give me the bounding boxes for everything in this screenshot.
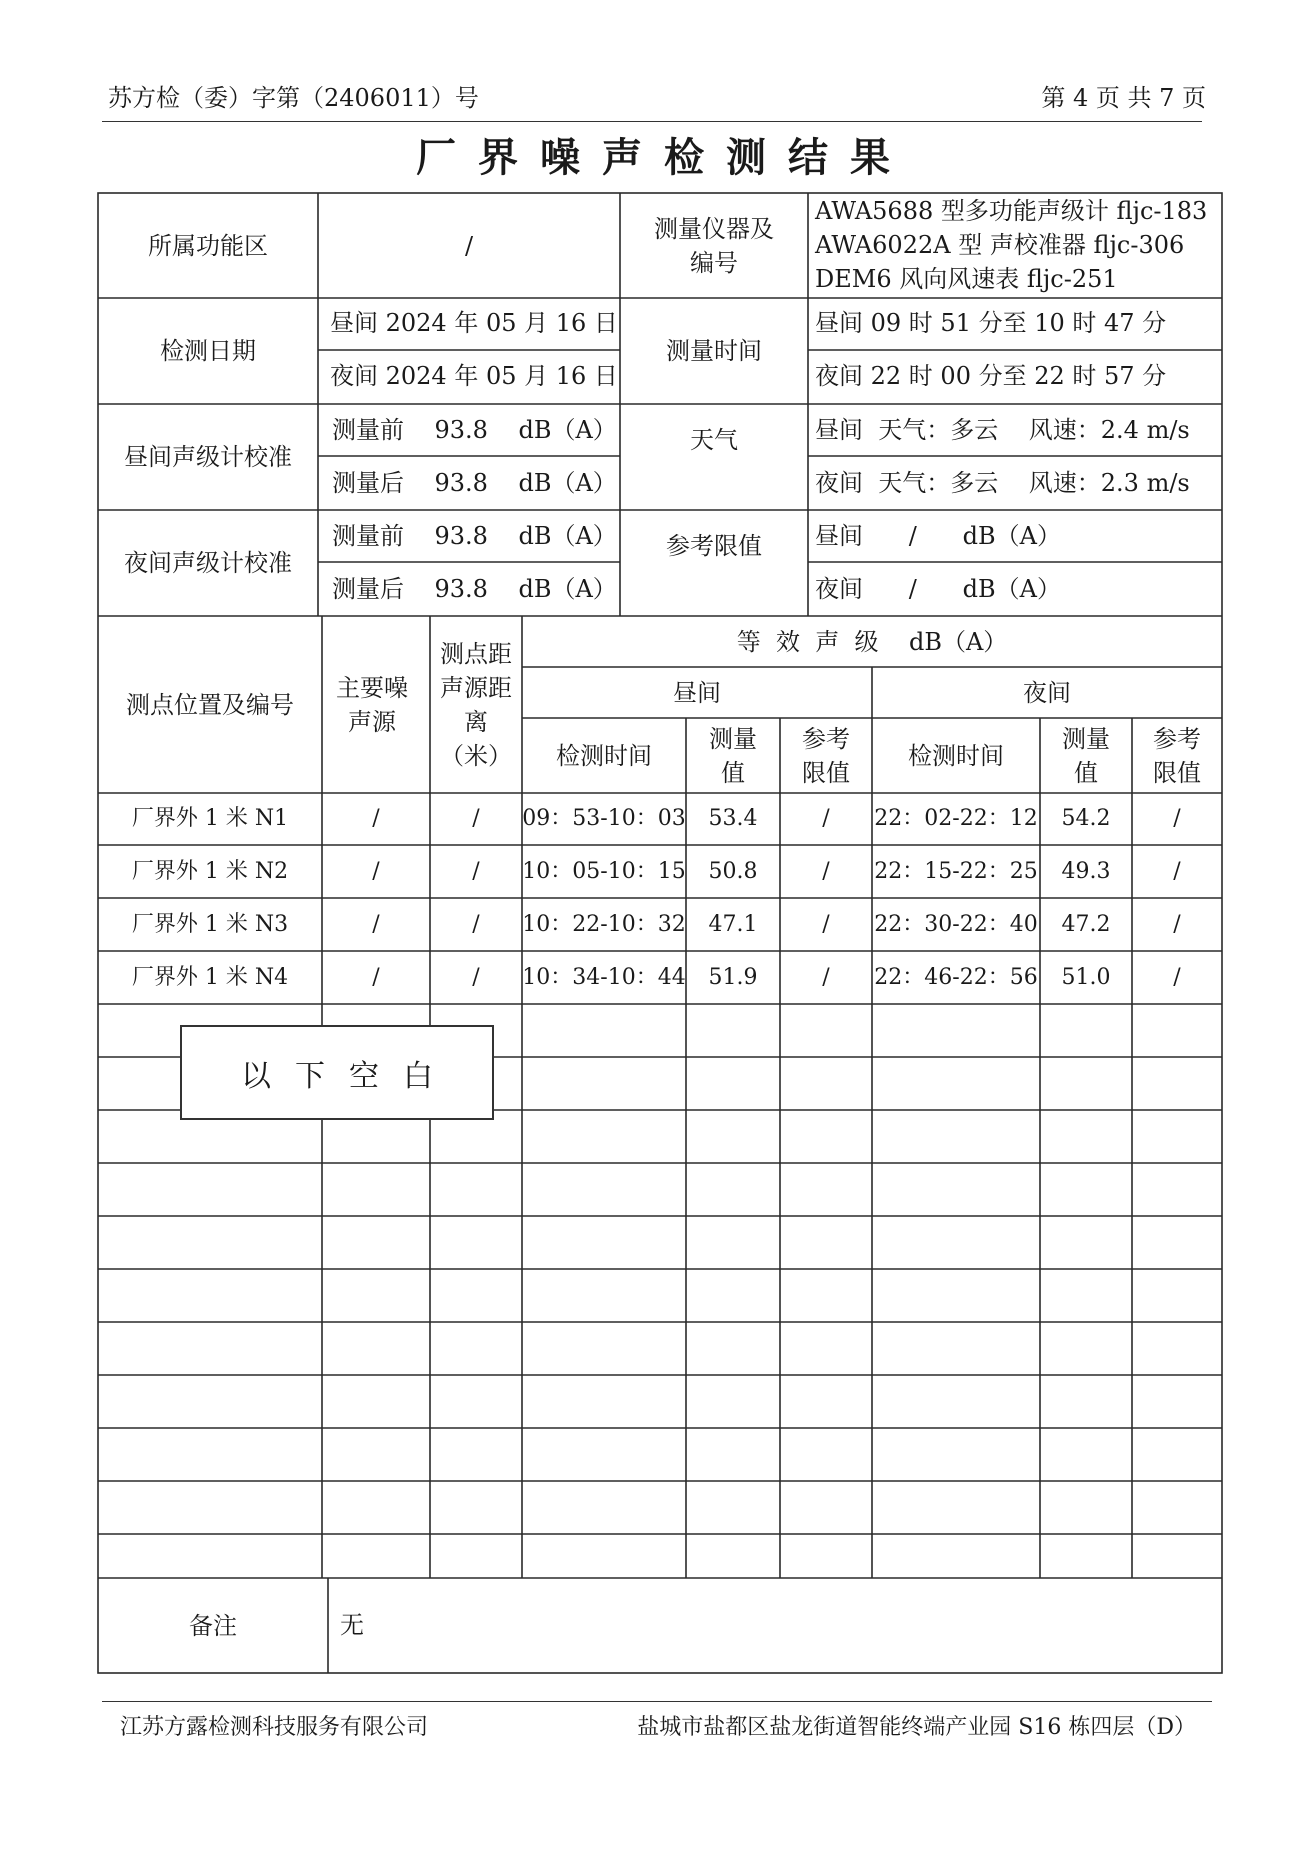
- row-day-limit: /: [822, 858, 830, 884]
- day-time-header: 检测时间: [556, 741, 652, 770]
- day-value-header: 测量值: [709, 724, 757, 787]
- page-info: 第 4 页 共 7 页: [1041, 84, 1206, 112]
- row-source: /: [372, 964, 380, 990]
- time-label: 测量时间: [666, 337, 762, 365]
- col-position-header: 测点位置及编号: [126, 690, 294, 719]
- row-night-value: 54.2: [1061, 806, 1111, 831]
- limit-label: 参考限值: [666, 532, 762, 560]
- row-night-time: 22：15-22：25: [874, 858, 1038, 884]
- day-calibration-before: 测量前 93.8 dB（A）: [332, 416, 617, 444]
- col-source-header: 主要噪声源: [336, 673, 408, 736]
- row-night-time: 22：46-22：56: [874, 964, 1038, 990]
- row-source: /: [372, 858, 380, 884]
- night-header: 夜间: [1023, 678, 1071, 707]
- instrument-label-line1: 测量仪器及: [654, 214, 774, 243]
- date-label: 检测日期: [160, 337, 256, 365]
- instrument-label-line2: 编号: [690, 248, 738, 277]
- night-calibration-after: 测量后 93.8 dB（A）: [332, 575, 617, 603]
- weather-day: 昼间 天气：多云 风速：2.4 m/s: [815, 416, 1190, 444]
- day-header: 昼间: [673, 678, 721, 707]
- row-night-value: 49.3: [1061, 858, 1111, 884]
- row-day-time: 10：22-10：32: [522, 911, 686, 937]
- weather-night: 夜间 天气：多云 风速：2.3 m/s: [815, 469, 1190, 497]
- instrument-2: AWA6022A 型 声校准器 fljc-306: [815, 231, 1185, 259]
- remark-label: 备注: [189, 1611, 237, 1640]
- row-night-limit: /: [1173, 806, 1181, 831]
- row-distance: /: [472, 858, 480, 884]
- row-day-time: 10：34-10：44: [522, 964, 686, 990]
- row-position: 厂界外 1 米 N4: [131, 964, 289, 990]
- row-source: /: [372, 911, 380, 937]
- night-time-header: 检测时间: [908, 741, 1004, 770]
- row-day-value: 53.4: [708, 806, 758, 831]
- row-position: 厂界外 1 米 N3: [131, 911, 289, 937]
- row-day-limit: /: [822, 806, 830, 831]
- row-day-value: 50.8: [708, 858, 758, 884]
- date-day: 昼间 2024 年 05 月 16 日: [330, 309, 618, 337]
- time-night: 夜间 22 时 00 分至 22 时 57 分: [815, 362, 1167, 390]
- row-night-limit: /: [1173, 858, 1181, 884]
- row-night-time: 22：02-22：12: [874, 806, 1038, 831]
- footer-divider: [102, 1701, 1212, 1702]
- row-day-time: 10：05-10：15: [522, 858, 686, 884]
- zone-label: 所属功能区: [148, 231, 268, 260]
- row-day-value: 51.9: [708, 964, 758, 990]
- footer-company: 江苏方露检测科技服务有限公司: [120, 1715, 429, 1740]
- time-day: 昼间 09 时 51 分至 10 时 47 分: [815, 309, 1167, 337]
- row-distance: /: [472, 806, 480, 831]
- date-night: 夜间 2024 年 05 月 16 日: [330, 362, 618, 390]
- document-title: 厂界噪声检测结果: [416, 134, 912, 181]
- limit-night: 夜间 / dB（A）: [815, 575, 1061, 603]
- limit-day: 昼间 / dB（A）: [815, 522, 1061, 550]
- night-value-header: 测量值: [1062, 724, 1110, 787]
- row-distance: /: [472, 911, 480, 937]
- blank-below-stamp: 以下空白: [180, 1025, 494, 1120]
- night-limit-header: 参考限值: [1153, 724, 1201, 787]
- row-night-limit: /: [1173, 964, 1181, 990]
- zone-value: /: [464, 231, 474, 260]
- instrument-label: [620, 193, 808, 298]
- equivalent-level-header: 等 效 声 级 dB（A）: [736, 627, 1008, 656]
- col-distance-header: 测点距声源距离（米）: [440, 640, 512, 770]
- row-distance: /: [472, 964, 480, 990]
- day-calibration-after: 测量后 93.8 dB（A）: [332, 469, 617, 497]
- remark-value: 无: [340, 1611, 364, 1639]
- instrument-1: AWA5688 型多功能声级计 fljc-183: [815, 197, 1208, 225]
- night-calibration-before: 测量前 93.8 dB（A）: [332, 522, 617, 550]
- row-day-limit: /: [822, 964, 830, 990]
- row-night-value: 51.0: [1061, 964, 1111, 990]
- row-day-limit: /: [822, 911, 830, 937]
- day-calibration-label: 昼间声级计校准: [124, 443, 292, 471]
- footer-address: 盐城市盐都区盐龙街道智能终端产业园 S16 栋四层（D）: [637, 1715, 1196, 1740]
- report-number: 苏方检（委）字第（2406011）号: [108, 84, 479, 112]
- row-position: 厂界外 1 米 N1: [131, 806, 289, 831]
- row-day-value: 47.1: [708, 911, 758, 937]
- night-calibration-label: 夜间声级计校准: [124, 549, 292, 577]
- row-day-time: 09：53-10：03: [522, 806, 686, 831]
- row-position: 厂界外 1 米 N2: [131, 858, 289, 884]
- row-night-limit: /: [1173, 911, 1181, 937]
- row-night-time: 22：30-22：40: [874, 911, 1038, 937]
- instrument-3: DEM6 风向风速表 fljc-251: [815, 265, 1118, 293]
- row-source: /: [372, 806, 380, 831]
- day-limit-header: 参考限值: [802, 724, 850, 787]
- weather-label: 天气: [690, 426, 738, 454]
- row-night-value: 47.2: [1061, 911, 1111, 937]
